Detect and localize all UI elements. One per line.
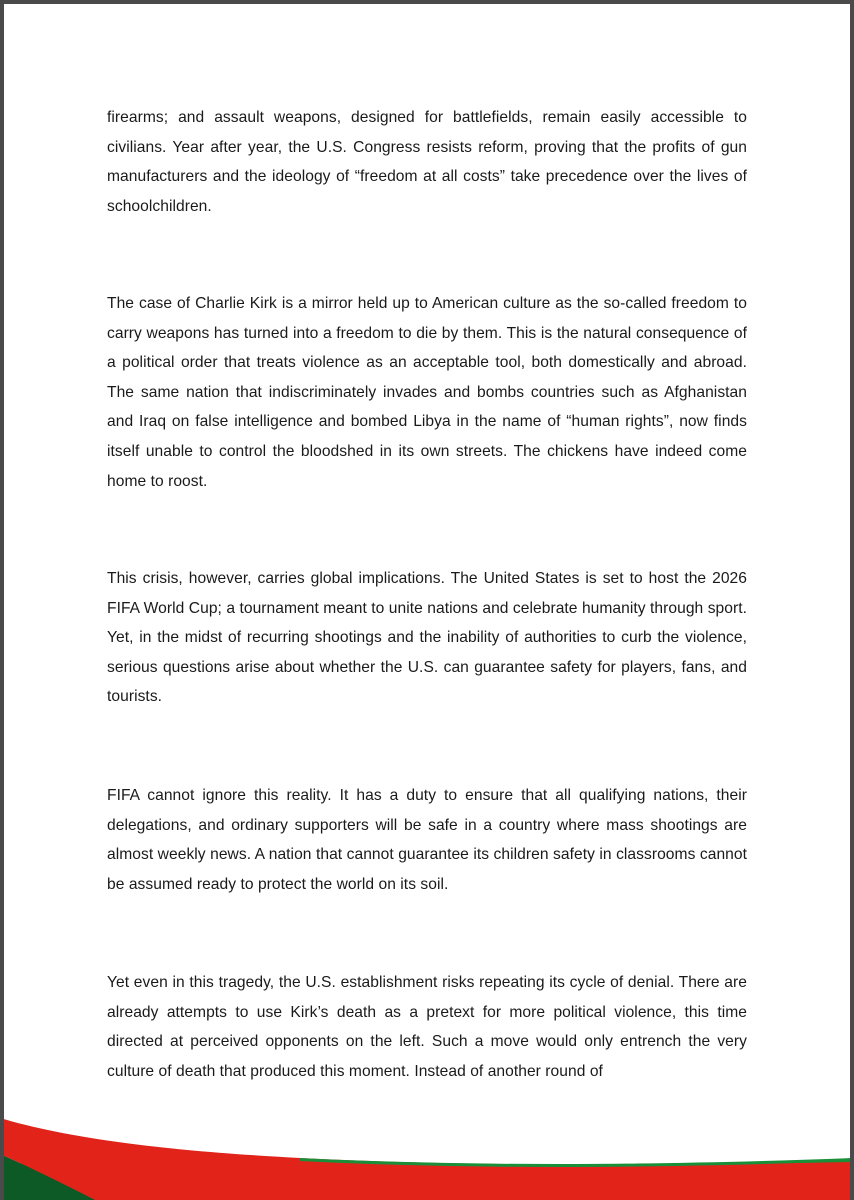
paragraph-2: The case of Charlie Kirk is a mirror held up to American culture as the so-called freedom to carry weapons has turned into a freedom to die by them. This is the natural consequence of a political order that treats violence as an acceptable tool, both domestically and abroad. The same nation that indiscriminately invades and bombs countries such as Afghanistan and Iraq on false intelligence and bombed Libya in the name of “human rights”, now finds itself unable to control the bloodshed in its own streets. The chickens have indeed come home to roost. [107, 295, 747, 490]
paragraph-4: FIFA cannot ignore this reality. It has a duty to ensure that all qualifying nations, their delegations, and ordinary supporters will be safe in a country where mass shootings are almost weekly news. A nation that cannot guarantee its children safety in classrooms cannot be assumed ready to protect the world on its soil. [107, 787, 747, 893]
footer-swoosh-decoration [0, 1110, 854, 1200]
footer-red-band [0, 1118, 854, 1200]
paragraph-5: Yet even in this tragedy, the U.S. establishment risks repeating its cycle of denial. There are already attempts to use Kirk’s death as a pretext for more political violence, this time directed at perceived opponents on the left. Such a move would only entrench the very culture of death that produced this moment. Instead of another round of [107, 974, 747, 1080]
paragraph-3: This crisis, however, carries global implications. The United States is set to host the 2026 FIFA World Cup; a tournament meant to unite nations and celebrate humanity through sport. Yet, in the midst of recurring shootings and the inability of authorities to curb the violence, serious questions arise about whether the U.S. can guarantee safety for players, fans, and tourists. [107, 570, 747, 706]
paragraph-1: firearms; and assault weapons, designed for battlefields, remain easily accessible to civilians. Year after year, the U.S. Congress resists reform, proving that the profits of gun manufacturers and the ideology of “freedom at all costs” take precedence over the lives of schoolchildren. [107, 109, 747, 215]
